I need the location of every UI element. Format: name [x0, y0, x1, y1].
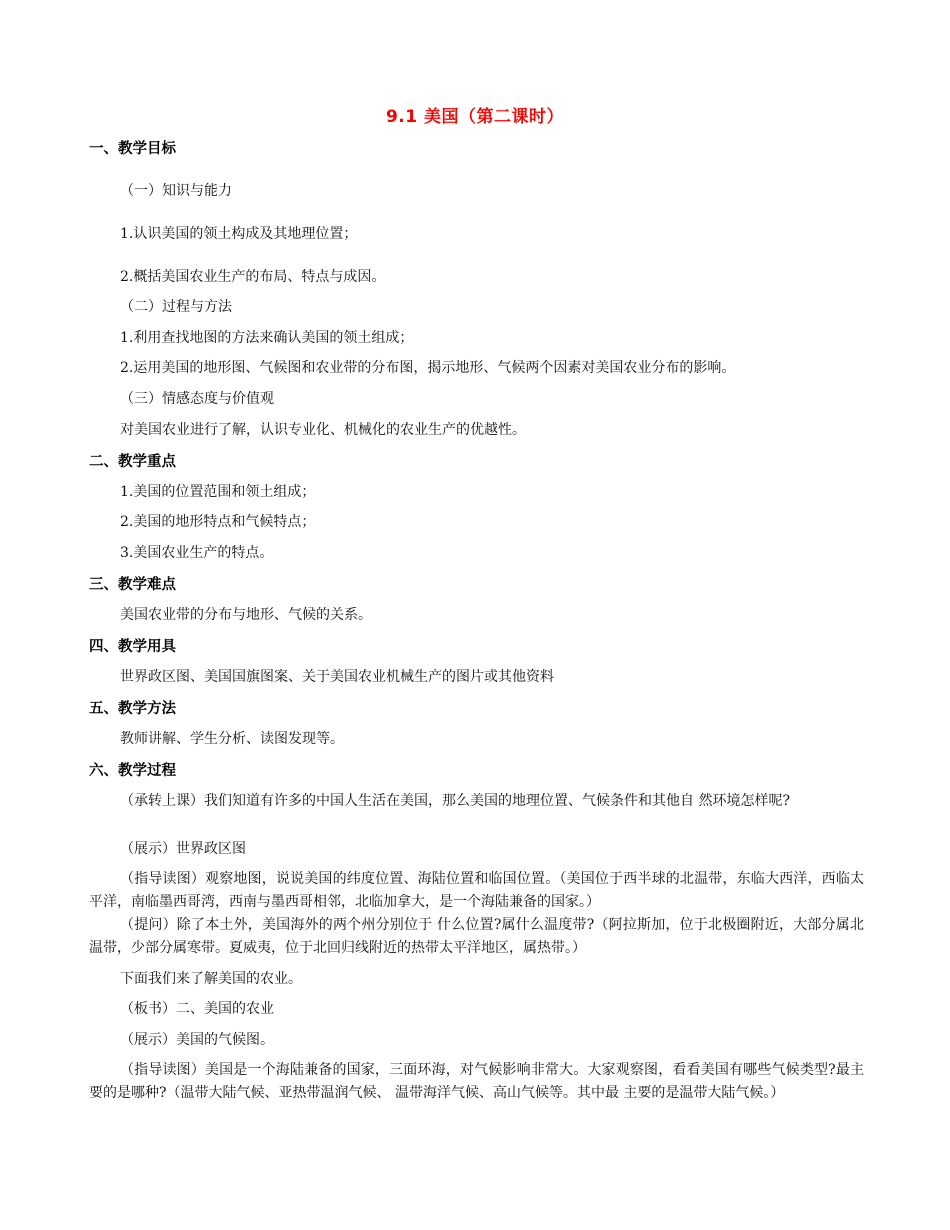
key-point-item: 2.美国的地形特点和气候特点；	[120, 514, 316, 530]
section-heading-methods: 五、教学方法	[89, 701, 176, 717]
subheading-process: （二）过程与方法	[120, 299, 232, 315]
section-heading-tools: 四、教学用具	[89, 639, 176, 655]
subheading-knowledge: （一）知识与能力	[120, 183, 232, 199]
difficulty-item: 美国农业带的分布与地形、气候的关系。	[120, 607, 372, 623]
process-paragraph: （指导读图）观察地图，说说美国的纬度位置、海陆位置和临国位置。（美国位于西半球的北温带，东临大西洋，西临太平洋，南临墨西哥湾，西南与墨西哥相邻，北临加拿大，是一个海陆兼备的国家。）	[89, 871, 864, 910]
methods-item: 教师讲解、学生分析、读图发现等。	[120, 731, 344, 747]
page-title: 9.1 美国（第二课时）	[385, 107, 565, 127]
section-heading-objectives: 一、教学目标	[89, 141, 176, 157]
process-paragraph: （指导读图）美国是一个海陆兼备的国家，三面环海，对气候影响非常大。大家观察图，看看美国有哪些气候类型?最主要的是哪种?（温带大陆气候、亚热带温润气候、 温带海洋气候、高山气候等。其中最 主要的是温带大陆气候。）	[89, 1062, 864, 1101]
objective-item: 1.利用查找地图的方法来确认美国的领土组成；	[120, 330, 414, 346]
process-paragraph: （展示）美国的气候图。	[120, 1032, 274, 1048]
objective-item: 对美国农业进行了解，认识专业化、机械化的农业生产的优越性。	[120, 422, 526, 438]
process-paragraph: （展示）世界政区图	[120, 841, 246, 857]
process-paragraph: （承转上课）我们知道有许多的中国人生活在美国，那么美国的地理位置、气候条件和其他自 然环境怎样呢?	[120, 793, 790, 809]
subheading-attitude: （三）情感态度与价值观	[120, 391, 274, 407]
key-point-item: 1.美国的位置范围和领土组成；	[120, 484, 316, 500]
objective-item: 2.运用美国的地形图、气候图和农业带的分布图，揭示地形、气候两个因素对美国农业分布的影响。	[120, 360, 736, 376]
section-heading-difficulties: 三、教学难点	[89, 577, 176, 593]
tools-item: 世界政区图、美国国旗图案、关于美国农业机械生产的图片或其他资料	[120, 669, 554, 685]
process-paragraph: （提问）除了本土外，美国海外的两个州分别位于 什么位置?属什么温度带?（阿拉斯加，位于北极圈附近，大部分属北温带，少部分属寒带。夏威夷，位于北回归线附近的热带太平洋地区，属热带。）	[89, 917, 864, 956]
key-point-item: 3.美国农业生产的特点。	[120, 545, 274, 561]
section-heading-process: 六、教学过程	[89, 763, 176, 779]
process-paragraph: 下面我们来了解美国的农业。	[120, 971, 302, 987]
section-heading-key-points: 二、教学重点	[89, 454, 176, 470]
objective-item: 1.认识美国的领土构成及其地理位置；	[120, 226, 358, 242]
objective-item: 2.概括美国农业生产的布局、特点与成因。	[120, 269, 386, 285]
process-paragraph: （板书）二、美国的农业	[120, 1001, 274, 1017]
